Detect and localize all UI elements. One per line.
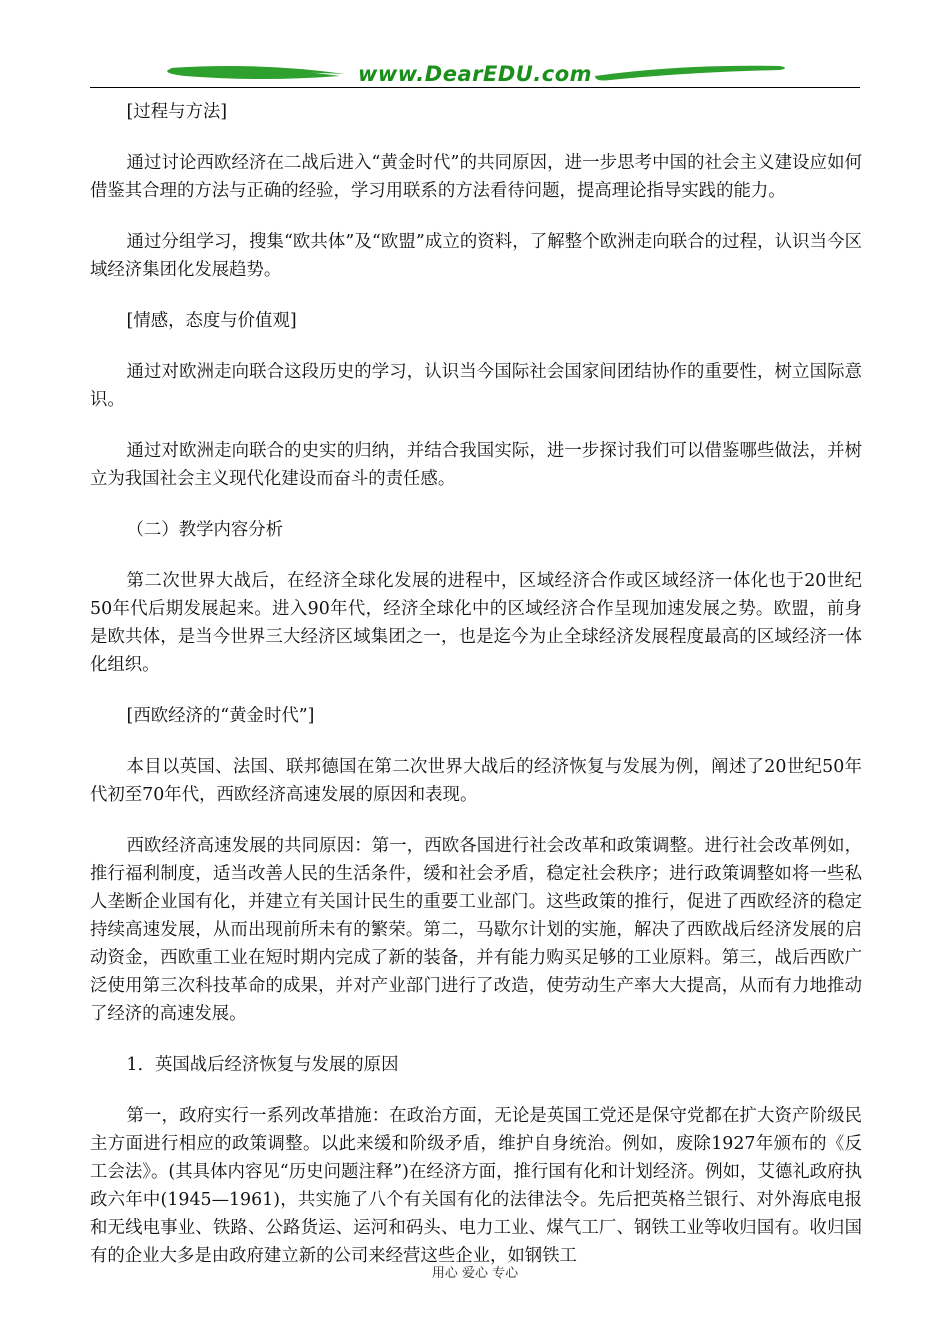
page-header — [90, 60, 860, 90]
paragraph: 通过分组学习，搜集“欧共体”及“欧盟”成立的资料，了解整个欧洲走向联合的过程，认识当今区域经济集团化发展趋势。 — [90, 232, 862, 280]
section-label: [情感，态度与价值观] — [126, 311, 297, 331]
paragraph: 西欧经济高速发展的共同原因：第一，西欧各国进行社会改革和政策调整。进行社会改革例如，推行福利制度，适当改善人民的生活条件，缓和社会矛盾，稳定社会秩序；进行政策调整如将一些私人垄断企业国有化，并建立有关国计民生的重要工业部门。这些政策的推行，促进了西欧经济的稳定持续高速发展，从而出现前所未有的繁荣。第二，马歇尔计划的实施，解决了西欧战后经济发展的启动资金，西欧重工业在短时期内完成了新的装备，并有能力购买足够的工业原料。第三，战后西欧广泛使用第三次科技革命的成果，并对产业部门进行了改造，使劳动生产率大大提高，从而有力地推动了经济的高速发展。 — [90, 836, 862, 1024]
document-body — [90, 98, 862, 1293]
paragraph: 通过对欧洲走向联合这段历史的学习，认识当今国际社会国家间团结协作的重要性，树立国际意识。 — [90, 362, 862, 410]
site-logo-text[interactable]: www.DearEDU.com — [357, 62, 593, 86]
section-heading: 1．英国战后经济恢复与发展的原因 — [126, 1055, 399, 1075]
paragraph: 通过讨论西欧经济在二战后进入“黄金时代”的共同原因，进一步思考中国的社会主义建设应如何借鉴其合理的方法与正确的经验，学习用联系的方法看待问题，提高理论指导实践的能力。 — [90, 153, 862, 201]
paragraph: 第二次世界大战后，在经济全球化发展的进程中，区域经济合作或区域经济一体化也于20世纪50年代后期发展起来。进入90年代，经济全球化中的区域经济合作呈现加速发展之势。欧盟，前身是欧共体，是当今世界三大经济区域集团之一，也是迄今为止全球经济发展程度最高的区域经济一体化组织。 — [90, 571, 862, 675]
section-heading: （二）教学内容分析 — [126, 520, 284, 540]
page-footer: 用心 爱心 专心 — [431, 1266, 519, 1281]
paragraph: 通过对欧洲走向联合的史实的归纳，并结合我国实际，进一步探讨我们可以借鉴哪些做法，并树立为我国社会主义现代化建设而奋斗的责任感。 — [90, 441, 862, 489]
paragraph: 本目以英国、法国、联邦德国在第二次世界大战后的经济恢复与发展为例，阐述了20世纪50年代初至70年代，西欧经济高速发展的原因和表现。 — [90, 757, 862, 805]
section-label: [西欧经济的“黄金时代”] — [126, 706, 315, 726]
section-label: [过程与方法] — [126, 102, 228, 122]
paragraph: 第一，政府实行一系列改革措施：在政治方面，无论是英国工党还是保守党都在扩大资产阶级民主方面进行相应的政策调整。以此来缓和阶级矛盾，维护自身统治。例如，废除1927年颁布的《反工会法》。(其具体内容见“历史问题注释”)在经济方面，推行国有化和计划经济。例如，艾德礼政府执政六年中(1945—1961)，共实施了八个有关国有化的法律法令。先后把英格兰银行、对外海底电报和无线电事业、铁路、公路货运、运河和码头、电力工业、煤气工厂、钢铁工业等收归国有。收归国有的企业大多是由政府建立新的公司来经营这些企业，如钢铁工 — [90, 1106, 862, 1266]
header-divider — [90, 87, 860, 88]
